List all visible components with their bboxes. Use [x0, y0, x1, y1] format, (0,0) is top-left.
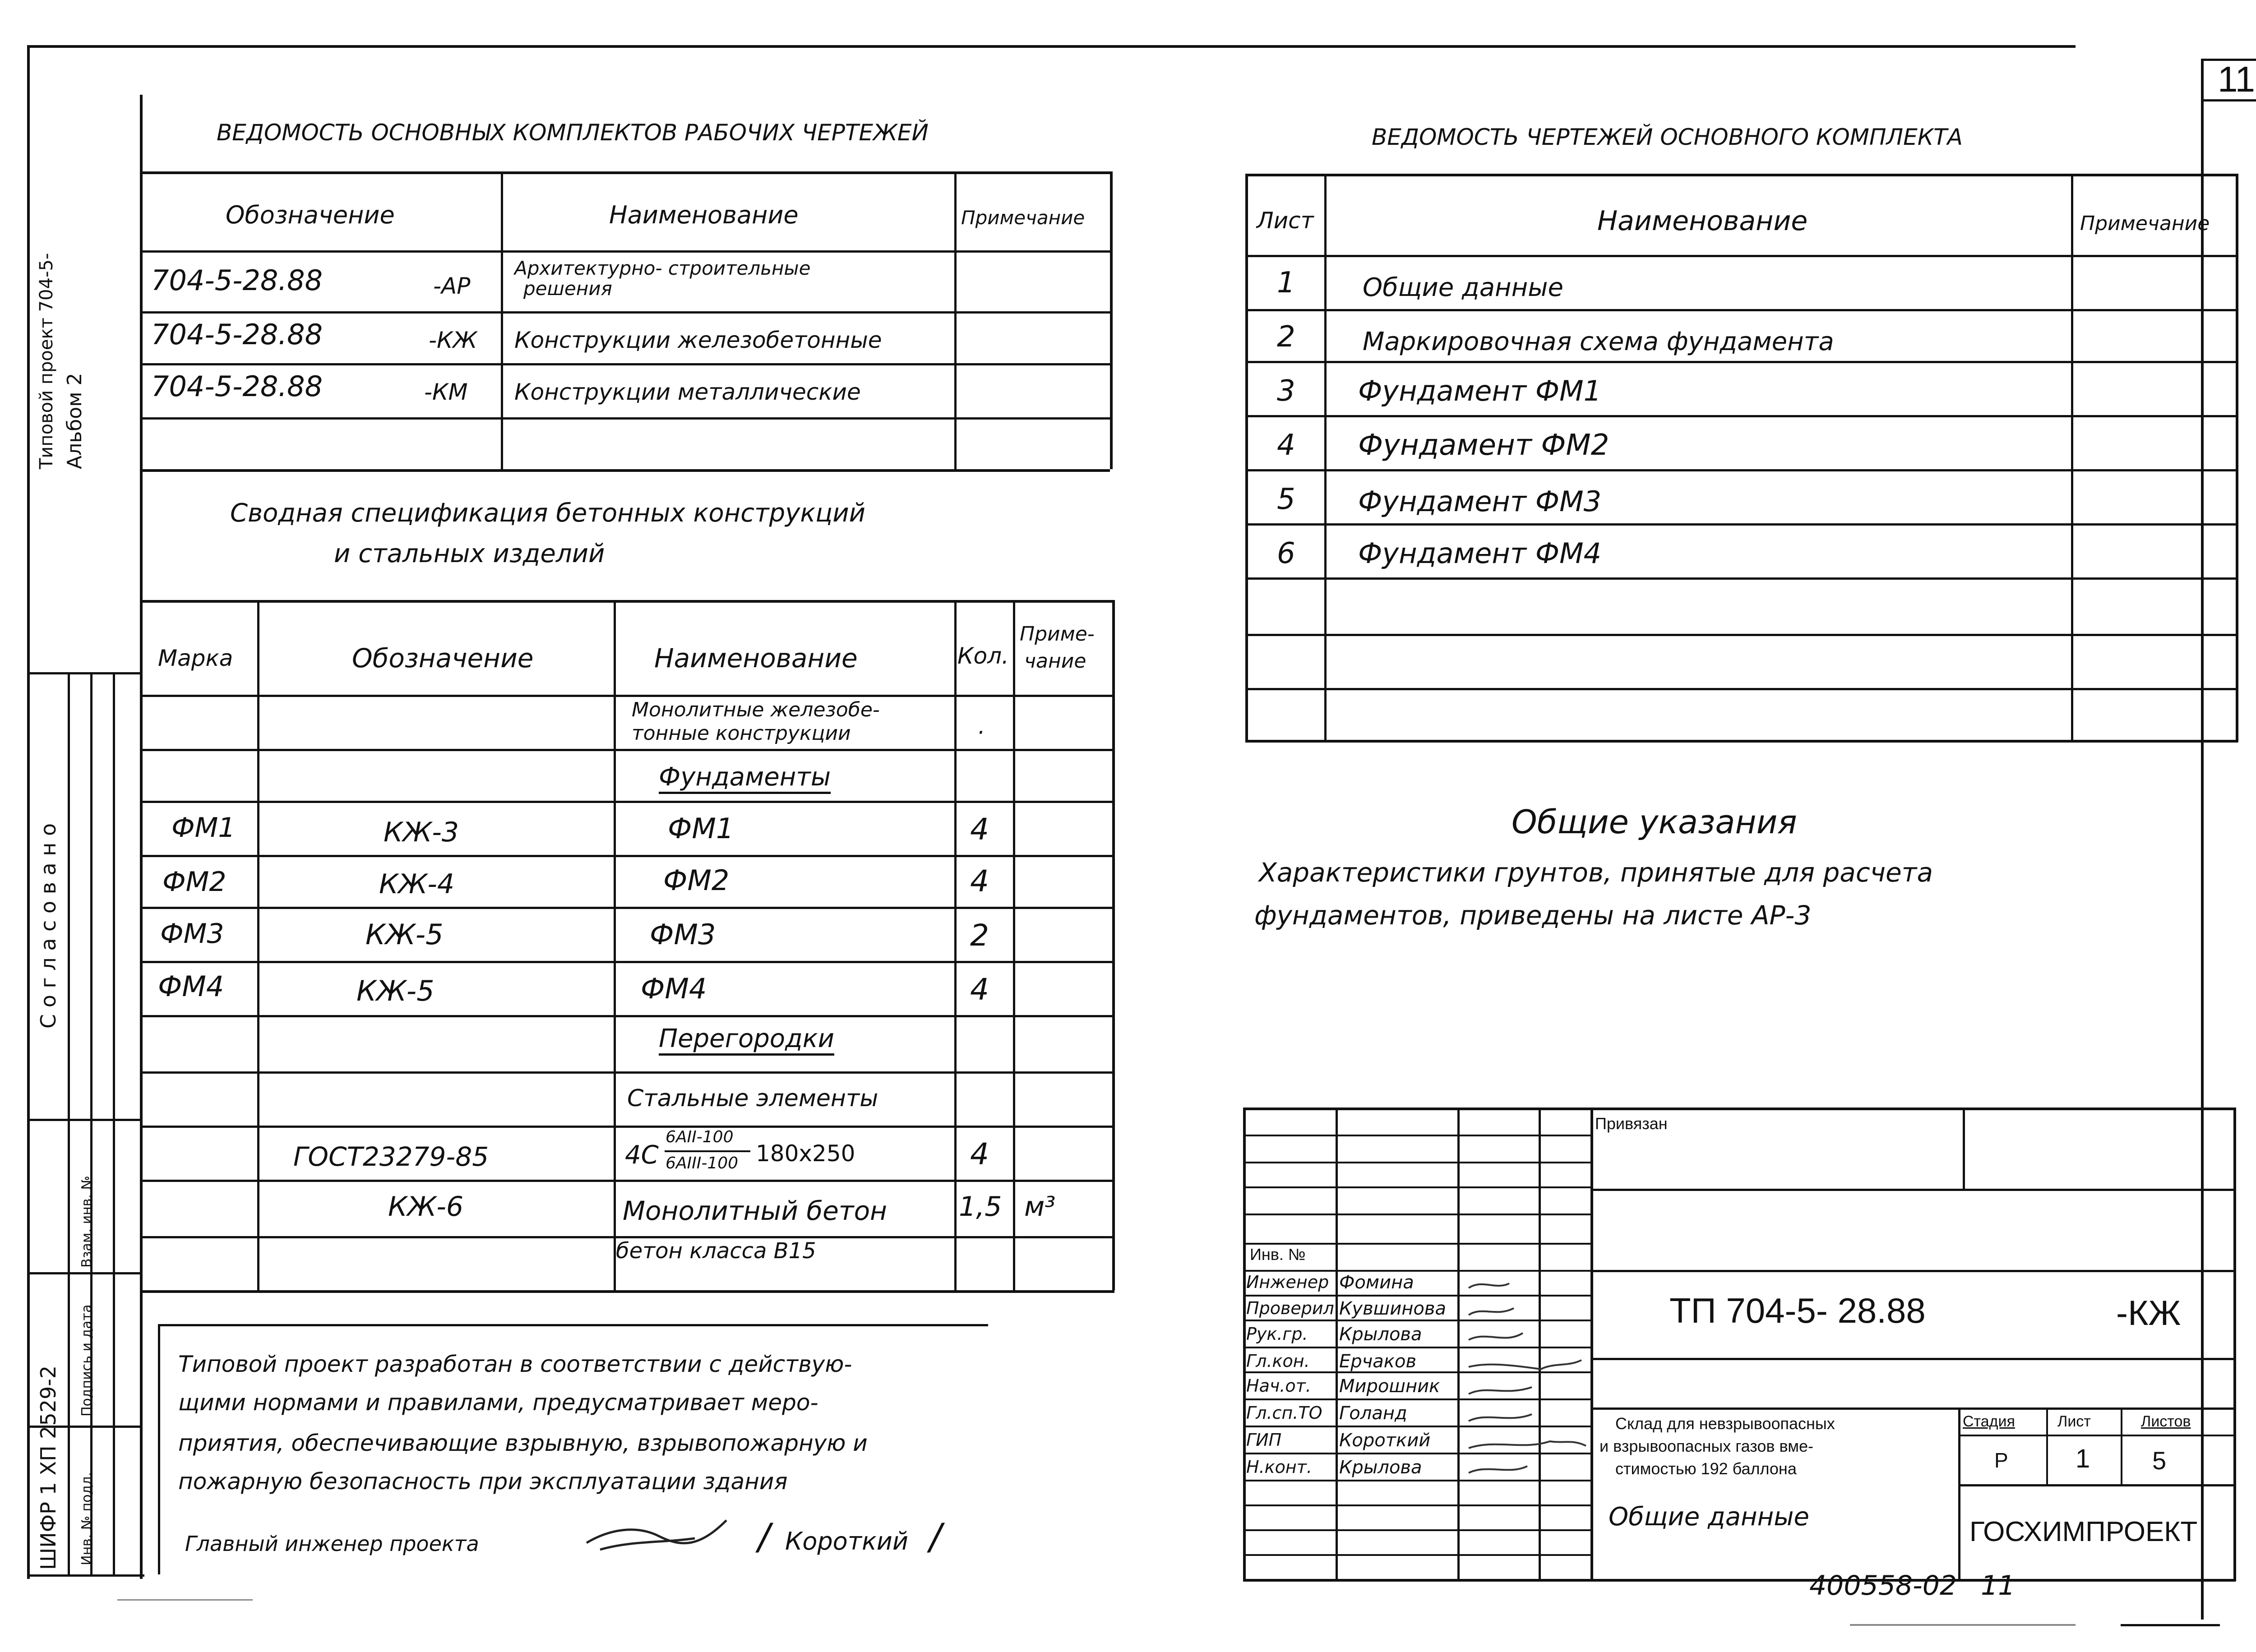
drawing-sheet-name: Общие данные [1363, 273, 1563, 302]
drawing-set-code: 704-5-28.88 [151, 318, 323, 351]
spec-header-qty: Кол. [957, 643, 1009, 669]
sign-date-label: Подпись и дата [79, 1304, 95, 1417]
staff-role: Проверил [1246, 1298, 1334, 1318]
spec-row-code: КЖ-4 [379, 868, 455, 900]
statement-line4: пожарную безопасность при эксплуатации здания [178, 1468, 788, 1495]
spec-header-mark: Марка [158, 645, 233, 671]
staff-name: Мирошник [1339, 1376, 1440, 1397]
staff-name: Кувшинова [1339, 1298, 1446, 1319]
spec-header-note: Приме- [1020, 623, 1095, 646]
drawings-list-header-sheet: Лист [1257, 208, 1314, 234]
drawing-set-name: Конструкции железобетонные [514, 327, 882, 353]
drawing-sets-header-note: Примечание [961, 207, 1085, 229]
album-number: Альбом 2 [63, 373, 86, 469]
spec-row-name: ФМ1 [668, 812, 734, 845]
staff-role: Нач.от. [1246, 1376, 1311, 1396]
drawing-set-name: Конструкции металлические [514, 379, 861, 405]
staff-role: Н.конт. [1246, 1457, 1312, 1477]
spec-subgroup-steel: Стальные элементы [627, 1085, 878, 1112]
spec-row-qty: 4 [970, 864, 989, 899]
spec-concrete-name: Монолитный бетон [623, 1195, 887, 1226]
spec-header-name: Наименование [654, 643, 858, 674]
chief-engineer-bracket-close: / [929, 1516, 942, 1558]
drawing-set-suffix: -КМ [424, 379, 468, 405]
statement-line1: Типовой проект разработан в соответствии с действую- [178, 1351, 852, 1377]
spec-row-qty: 4 [970, 812, 989, 847]
spec-concrete-unit: м³ [1024, 1191, 1056, 1223]
drawing-sheet-number: 2 [1277, 320, 1295, 354]
drawing-sheet-name: Маркировочная схема фундамента [1363, 327, 1834, 356]
cipher-code: ШИФР 1 ХП 2529-2 [36, 1365, 60, 1570]
spec-group-title-2: тонные конструкции [632, 722, 851, 745]
spec-row-mark: ФМ3 [160, 918, 224, 950]
inv-replace-label: Взам. инв. № [79, 1176, 95, 1268]
spec-subgroup-partitions: Перегородки [659, 1024, 834, 1053]
spec-row-name: ФМ2 [663, 864, 730, 897]
drawing-sheet-name: Фундамент ФМ3 [1358, 485, 1602, 518]
staff-name: Короткий [1339, 1430, 1431, 1451]
drawing-sheet-number: 4 [1277, 429, 1295, 462]
staff-role: Гл.сп.ТО [1246, 1403, 1322, 1423]
drawing-set-code: 704-5-28.88 [151, 370, 323, 403]
spec-concrete-code: КЖ-6 [388, 1191, 464, 1223]
object-name-line1: Склад для невзрывоопасных [1615, 1414, 1835, 1433]
spec-row-mark: ФМ1 [171, 812, 236, 844]
spec-row-code: КЖ-5 [356, 974, 435, 1007]
archive-sheet: 11 [1981, 1570, 2016, 1601]
chief-engineer-name: Короткий [785, 1527, 908, 1555]
spec-title-line2: и стальных изделий [334, 539, 605, 568]
drawing-set-code: 704-5-28.88 [151, 264, 323, 297]
album-title: Типовой проект 704-5- [36, 253, 57, 469]
object-name-line2: и взрывоопасных газов вме- [1600, 1437, 1813, 1455]
spec-concrete-qty: 1,5 [959, 1191, 1002, 1223]
archive-number: 400558-02 [1809, 1570, 1957, 1601]
object-name-line3: стимостью 192 баллона [1615, 1459, 1797, 1478]
spec-row-mark: ФМ2 [162, 866, 227, 898]
general-notes-title: Общие указания [1512, 803, 1797, 841]
spec-row-qty: 2 [970, 918, 989, 953]
drawings-list-title: ВЕДОМОСТЬ ЧЕРТЕЖЕЙ ОСНОВНОГО КОМПЛЕКТА [1372, 124, 1963, 150]
spec-row-code: КЖ-3 [384, 817, 459, 848]
chief-engineer-label: Главный инженер проекта [185, 1532, 479, 1556]
drawing-set-suffix: -КЖ [429, 327, 477, 353]
staff-name: Крылова [1339, 1457, 1422, 1478]
drawing-sheet-number: 5 [1277, 483, 1295, 516]
chief-engineer-bracket-open: / [758, 1516, 770, 1558]
drawing-sheet-number: 3 [1277, 374, 1295, 408]
statement-line3: приятия, обеспечивающие взрывную, взрывопожарную и [178, 1430, 868, 1456]
drawing-set-suffix: -АР [433, 273, 471, 299]
drawing-sets-header-name: Наименование [609, 201, 799, 229]
organization-name: ГОСХИМПРОЕКТ [1969, 1516, 2198, 1547]
spec-group-qty-dot: · [977, 720, 984, 746]
statement-line2: щими нормами и правилами, предусматривает меро- [178, 1389, 818, 1416]
spec-group-title: Монолитные железобе- [632, 698, 880, 721]
general-notes-line2: фундаментов, приведены на листе АР-3 [1254, 900, 1812, 931]
drawing-set-name-2: решения [523, 277, 612, 300]
spec-row-code: КЖ-5 [365, 918, 444, 951]
project-code-suffix: -КЖ [2116, 1293, 2181, 1333]
project-code: ТП 704-5- 28.88 [1669, 1291, 1926, 1330]
staff-name: Ерчаков [1339, 1351, 1417, 1372]
sheets-label: Листов [2141, 1413, 2191, 1430]
stage-label: Стадия [1963, 1413, 2015, 1430]
chief-engineer-signature [582, 1511, 735, 1561]
spec-row-qty: 4 [970, 972, 989, 1007]
staff-role: Рук.гр. [1246, 1324, 1308, 1344]
spec-row-name: ФМ4 [641, 972, 707, 1005]
spec-subgroup-foundations: Фундаменты [659, 762, 831, 792]
agreed-label: С о г л а с о в а н о [36, 823, 60, 1029]
spec-header-note-2: чание [1024, 650, 1086, 673]
inv-original-label: Инв. № подл. [79, 1472, 95, 1565]
staff-name: Голанд [1339, 1403, 1407, 1424]
sheets-value: 5 [2152, 1446, 2167, 1475]
spec-steel-formula: 4С 6AII-100 6AIII-100 180х250 [625, 1128, 855, 1172]
drawings-list-header-note: Примечание [2080, 212, 2210, 235]
spec-row-mark: ФМ4 [158, 970, 224, 1003]
sheet-value: 1 [2076, 1444, 2090, 1473]
drawing-sets-title: ВЕДОМОСТЬ ОСНОВНЫХ КОМПЛЕКТОВ РАБОЧИХ ЧЕРТЕЖЕЙ [217, 120, 929, 146]
staff-name: Крылова [1339, 1324, 1422, 1345]
spec-steel-code: ГОСТ23279-85 [293, 1141, 489, 1172]
sheet-title: Общие данные [1609, 1502, 1809, 1532]
spec-concrete-class: бетон класса В15 [616, 1238, 816, 1264]
staff-role: Гл.кон. [1246, 1351, 1310, 1371]
spec-row-name: ФМ3 [650, 918, 716, 951]
spec-steel-qty: 4 [970, 1137, 989, 1172]
staff-name: Фомина [1339, 1272, 1414, 1293]
staff-signatures [1460, 1272, 1590, 1480]
drawing-sets-header-code: Обозначение [226, 201, 395, 229]
staff-role: Инженер [1246, 1272, 1329, 1292]
general-notes-line1: Характеристики грунтов, принятые для расчета [1259, 857, 1933, 888]
drawing-sheet-name: Фундамент ФМ1 [1358, 374, 1602, 407]
sheet-corner-number: 11 [2218, 59, 2256, 99]
drawing-sheet-number: 6 [1277, 537, 1295, 570]
drawing-sheet-name: Фундамент ФМ2 [1358, 429, 1609, 462]
drawings-list-header-name: Наименование [1597, 205, 1808, 237]
spec-header-code: Обозначение [352, 643, 534, 674]
drawing-set-name: Архитектурно- строительные [514, 257, 811, 279]
spec-title-line1: Сводная спецификация бетонных конструкций [230, 498, 866, 528]
drawing-sheet-number: 1 [1277, 266, 1295, 300]
inv-number-label: Инв. № [1250, 1245, 1306, 1264]
staff-role: ГИП [1246, 1430, 1282, 1450]
drawing-sheet-name: Фундамент ФМ4 [1358, 537, 1602, 570]
sheet-label: Лист [2057, 1413, 2091, 1430]
attached-label: Привязан [1595, 1114, 1668, 1133]
stage-value: Р [1994, 1449, 2008, 1472]
